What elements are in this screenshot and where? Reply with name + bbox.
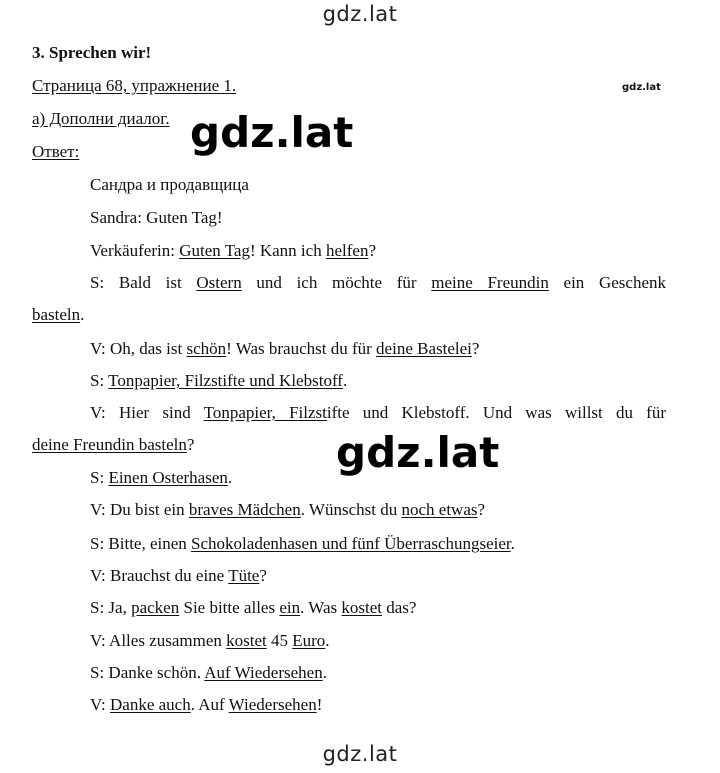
text: . (325, 631, 330, 650)
watermark-small: gdz.lat (622, 82, 661, 93)
dialog-line-4 (90, 339, 479, 359)
watermark-bottom: gdz.lat (322, 742, 398, 766)
text: S: Bald ist (90, 273, 197, 292)
watermark-large-1: gdz.lat (190, 108, 354, 157)
text: V: Alles zusammen (90, 631, 227, 650)
filled-answer: Wiedersehen (228, 695, 317, 714)
filled-answer: basteln (32, 305, 81, 324)
text: . Was (300, 598, 342, 617)
text: V: Hier sind (90, 403, 204, 422)
watermark-top: gdz.lat (322, 2, 398, 26)
text: das? (382, 598, 417, 617)
filled-answer: Tüte (228, 566, 260, 585)
filled-answer: Tonpapier, Filzstifte und Klebstoff (108, 371, 343, 390)
dialog-line-5 (90, 371, 347, 391)
text: . (322, 663, 327, 682)
dialog-line-6 (90, 403, 666, 423)
text: S: (90, 371, 109, 390)
text: S: Danke schön. (90, 663, 205, 682)
text: ? (186, 435, 195, 454)
dialog-line-3 (90, 273, 666, 293)
filled-answer: helfen (325, 241, 369, 260)
text: V: Oh, das ist (90, 339, 187, 358)
filled-answer: deine Bastelei (376, 339, 472, 358)
text: ein Geschenk (548, 273, 666, 292)
dialog-line-14 (90, 695, 322, 715)
filled-answer: packen (131, 598, 180, 617)
filled-answer: braves Mädchen (188, 500, 301, 519)
dialog-heading: Сандра и продавщица (90, 175, 249, 194)
text: V: Brauchst du eine (90, 566, 229, 585)
dialog-line-7 (90, 468, 232, 488)
dialog-line-10 (90, 566, 267, 586)
dialog-line-9 (90, 534, 515, 554)
exercise-title: 3. Sprechen wir! (32, 43, 152, 62)
text: ifte und Klebstoff. Und was willst du für (326, 403, 667, 422)
text: Verkäuferin: (90, 241, 180, 260)
text: . Auf (190, 695, 229, 714)
filled-answer: ein (279, 598, 301, 617)
text: V: (90, 695, 110, 714)
text: ! Kann ich (249, 241, 326, 260)
text: und ich möchte für (241, 273, 432, 292)
watermark-large-2: gdz.lat (336, 428, 500, 477)
task-instruction: а) Дополни диалог. (32, 109, 170, 128)
dialog-line-1: Sandra: Guten Tag! (90, 208, 223, 227)
text: Sie bitte alles (179, 598, 280, 617)
filled-answer: Tonpapier, Filzst (203, 403, 327, 422)
dialog-line-13 (90, 663, 327, 683)
page-reference: Страница 68, упражнение 1. (32, 76, 237, 95)
text: . (227, 468, 233, 487)
filled-answer: kostet (226, 631, 267, 650)
dialog-line-12 (90, 631, 330, 651)
text: . (510, 534, 515, 553)
text: S: (90, 468, 109, 487)
text: . (80, 305, 85, 324)
text: ! Was brauchst du für (226, 339, 377, 358)
dialog-line-6-cont (32, 435, 194, 455)
filled-answer: deine Freundin basteln (32, 435, 187, 454)
dialog-line-11 (90, 598, 416, 618)
filled-answer: Schokoladenhasen und fünf Überraschungseier (191, 534, 511, 553)
dialog-line-8 (90, 500, 485, 520)
filled-answer: Ostern (196, 273, 242, 292)
text: . Wünschst du (300, 500, 402, 519)
filled-answer: Guten Tag (179, 241, 250, 260)
text: ? (477, 500, 486, 519)
text: ! (316, 695, 323, 714)
filled-answer: noch etwas (401, 500, 478, 519)
text: S: Bitte, einen (90, 534, 192, 553)
filled-answer: meine Freundin (431, 273, 549, 292)
text: . (342, 371, 348, 390)
text: ? (259, 566, 267, 585)
filled-answer: kostet (341, 598, 383, 617)
filled-answer: Danke auch (110, 695, 191, 714)
text: ? (368, 241, 376, 260)
dialog-line-3-cont (32, 305, 84, 325)
filled-answer: Auf Wiedersehen (204, 663, 323, 682)
filled-answer: Euro (292, 631, 326, 650)
dialog-line-2 (90, 241, 376, 261)
answer-label: Ответ: (32, 142, 80, 161)
text: V: Du bist ein (90, 500, 189, 519)
filled-answer: Einen Osterhasen (108, 468, 228, 487)
text: ? (471, 339, 480, 358)
text: 45 (266, 631, 293, 650)
filled-answer: schön (186, 339, 227, 358)
text: S: Ja, (90, 598, 132, 617)
